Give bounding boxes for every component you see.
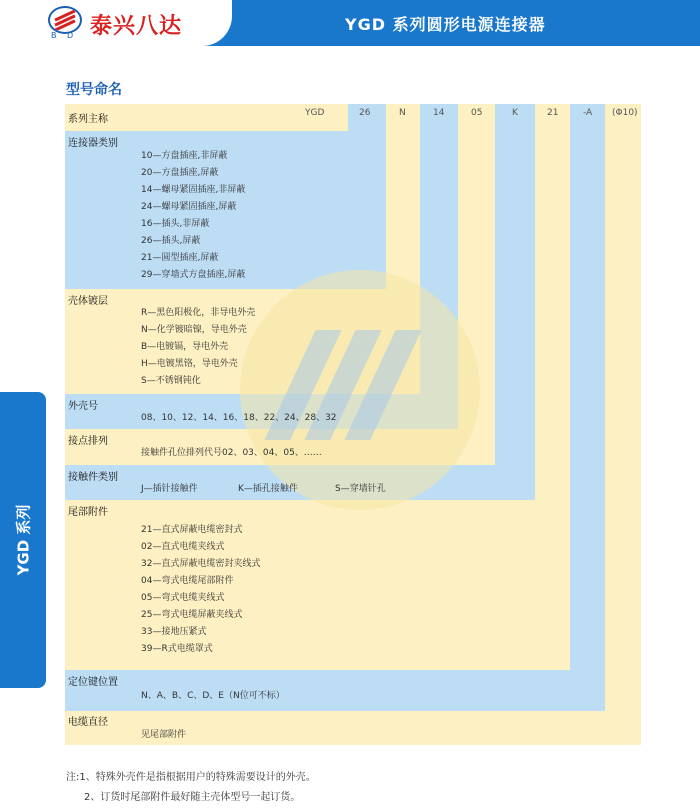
section-title: 型号命名: [66, 82, 122, 98]
label-key: 定位键位置: [68, 677, 118, 688]
logo-area: [0, 0, 232, 46]
tail-item: 33—接地压紧式: [141, 627, 207, 637]
watermark-circle: [240, 270, 480, 510]
tail-item: 05—弯式电缆夹线式: [141, 593, 225, 603]
label-shell: 壳体镀层: [68, 296, 108, 307]
connector-item: 20—方盘插座,屏蔽: [141, 168, 219, 178]
tail-item: 21—直式屏蔽电缆密封式: [141, 525, 243, 535]
connector-item: 21—圆型插座,屏蔽: [141, 253, 219, 263]
shell-item: H—电镀黑铬，导电外壳: [141, 359, 238, 369]
contact-type-item: S—穿墙针孔: [335, 484, 386, 494]
shell-item: R—黑色阳极化，非导电外壳: [141, 308, 256, 318]
note-line: 2、订货时尾部附件最好随主壳体型号一起订货。: [84, 792, 301, 803]
brand-logo-icon: [48, 6, 82, 34]
connector-item: 10—方盘插座,非屏蔽: [141, 151, 228, 161]
label-contact: 接点排列: [68, 436, 108, 447]
connector-item: 16—插头,非屏蔽: [141, 219, 210, 229]
code-contact: 05: [471, 108, 483, 118]
stripe-26: [348, 104, 386, 289]
connector-item: 24—螺母紧固插座,屏蔽: [141, 202, 237, 212]
tail-item: 02—直式电缆夹线式: [141, 542, 225, 552]
contact-type-item: K—插孔接触件: [238, 484, 298, 494]
connector-item: 14—螺母紧固插座,非屏蔽: [141, 185, 246, 195]
size-list: 08、10、12、14、16、18、22、24、28、32: [141, 413, 337, 423]
brand-name: 泰兴八达: [90, 14, 183, 39]
shell-item: S—不锈钢钝化: [141, 376, 201, 386]
side-series-tab: [0, 392, 46, 688]
label-contact-type: 接触件类别: [68, 472, 118, 483]
code-cable: (Φ10): [612, 108, 638, 118]
note-line: 注:1、特殊外壳件是指根据用户的特殊需要设计的外壳。: [66, 772, 316, 783]
connector-item: 29—穿墙式方盘插座,屏蔽: [141, 270, 246, 280]
cable-text: 见尾部附件: [141, 730, 187, 740]
stripe-a: [570, 104, 605, 711]
code-size: 14: [433, 108, 445, 118]
label-series: 系列主称: [68, 114, 108, 125]
shell-item: N—化学镀暗镍，导电外壳: [141, 325, 247, 335]
label-connector: 连接器类别: [68, 138, 118, 149]
contact-type-item: J—插针接触件: [141, 484, 198, 494]
tail-item: 39—R式电缆罩式: [141, 644, 213, 654]
code-shell: N: [399, 108, 406, 118]
shell-item: B—电镀镉，导电外壳: [141, 342, 229, 352]
tail-item: 04—弯式电缆尾部附件: [141, 576, 234, 586]
tail-item: 32—直式屏蔽电缆密封夹线式: [141, 559, 261, 569]
side-tab-label: YGD 系列: [14, 504, 33, 576]
tail-item: 25—弯式电缆屏蔽夹线式: [141, 610, 243, 620]
contact-text: 接触件孔位排列代号02、03、04、05、……: [141, 448, 322, 458]
code-key: -A: [583, 108, 593, 118]
stripe-k: [498, 104, 535, 500]
code-tail: 21: [547, 108, 559, 118]
label-cable: 电缆直径: [68, 717, 108, 728]
label-size: 外壳号: [68, 401, 98, 412]
key-text: N、A、B、C、D、E（N位可不标）: [141, 691, 285, 701]
connector-item: 26—插头,屏蔽: [141, 236, 201, 246]
code-series: YGD: [305, 108, 325, 118]
page-header: [0, 0, 700, 46]
code-contact-type: K: [512, 108, 518, 118]
code-connector: 26: [359, 108, 371, 118]
label-tail: 尾部附件: [68, 507, 108, 518]
page-title: YGD 系列圆形电源连接器: [345, 15, 546, 34]
logo-letters: B D: [51, 31, 78, 40]
